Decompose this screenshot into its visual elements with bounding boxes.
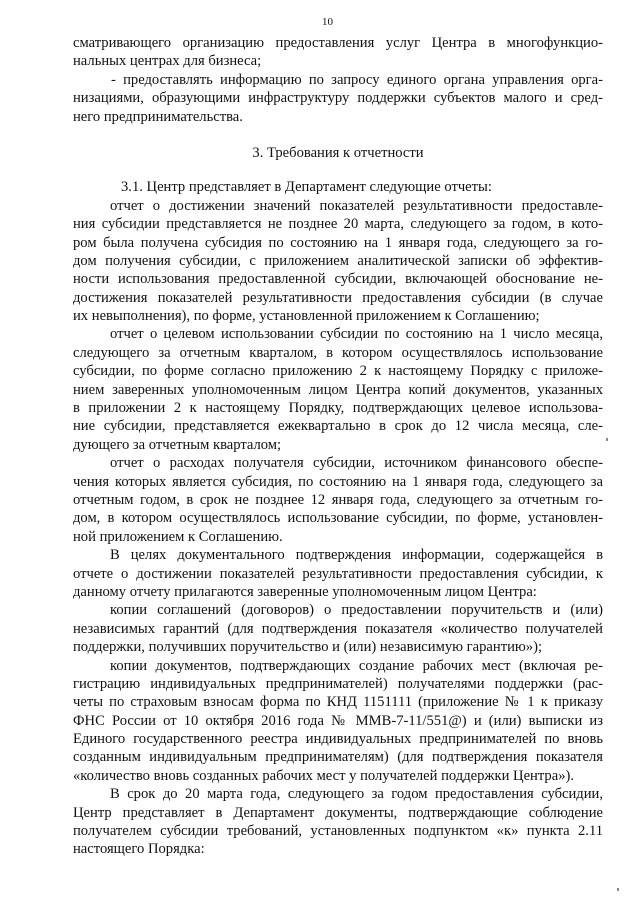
text-line: их невыполнения), по форме, установленной приложением к Соглашению; [73,308,540,325]
text-line: нием заверенных уполномоченным лицом Центра копий документов, указанных [73,381,603,398]
paragraph-service-centers [73,34,603,71]
text-line: данному отчету прилагаются заверенные уполномоченным лицом Центра: [73,583,537,600]
text-line: чения которых является субсидия, по состоянию на 1 января года, следующего за [73,473,603,490]
document-body [73,34,603,859]
paragraph-expense-report [73,454,603,546]
text-line: дом получения субсидии, с приложением аналитической записки об эффектив- [73,252,603,269]
text-line: ния субсидии представляется не позднее 20 марта, следующего за годом, в кото- [73,216,603,233]
text-line: настоящего Порядка: [73,841,205,858]
paragraph-documentary-confirmation [73,546,603,601]
text-line: Единого государственного реестра индивидуальных предпринимателей по вновь [73,731,603,748]
text-line: независимых гарантий (для подтверждения показателя «количество получателей [73,620,603,637]
paragraph-targeted-use-report [73,325,603,454]
text-line: субсидии, по форме согласно приложению 2 к настоящему Порядку с приложе- [73,363,603,380]
text-line: низациями, образующими инфраструктуру поддержки субъектов малого и сред- [73,90,603,107]
text-line: четы по страховым взносам форма по КНД 1151111 (приложение № 1 к приказу [73,694,603,711]
text-line: поддержки, получивших поручительство и (или) независимую гарантию»); [73,639,543,656]
text-line: получателем субсидии требований, установленных подпунктом «к» пункта 2.11 [73,823,603,840]
text-line: в приложении 2 к настоящему Порядку, подтверждающих целевое использова- [73,400,603,417]
text-line: ние субсидии, представляется ежеквартально в срок до 12 числа месяца, сле- [73,418,603,435]
scan-speck-bottom [617,888,619,891]
text-line: следующего за отчетным кварталом, в котором осуществлялось использование [73,344,603,361]
text-line: копии соглашений (договоров) о предоставлении поручительств и (или) [110,602,603,619]
text-line: созданным индивидуальным предпринимателям) (для подтверждения показателя [73,749,603,766]
text-line: «количество вновь созданных рабочих мест у получателей поддержки Центра»). [73,767,575,784]
text-line: ной приложением к Соглашению. [73,528,283,545]
text-line: ности использования предоставленной субсидии, включающей обоснование не- [73,271,603,288]
text-line: отчете о достижении показателей результативности предоставления субсидии, к [73,565,603,582]
text-line: отчет о достижении значений показателей результативности предоставле- [110,197,603,214]
text-line: - предоставлять информацию по запросу единого органа управления орга- [111,71,603,88]
text-line: копии документов, подтверждающих создание рабочих мест (включая ре- [110,657,603,674]
text-line: отчет о расходах получателя субсидии, источником финансового обеспе- [110,455,603,472]
paragraph-reports-intro [73,178,603,196]
text-line: сматривающего организацию предоставления услуг Центра в многофункцио- [73,35,603,51]
text-line: отчетным годом, в срок не позднее 12 января года, следующего за отчетным го- [73,491,603,508]
paragraph-information-request [73,71,603,126]
scan-speck-top [606,438,608,441]
text-line: ФНС России от 10 октября 2016 года № ММВ-7-11/551@) и (или) выписки из [73,712,603,729]
page-number: 10 [322,16,333,28]
text-line: Центр представляет в Департамент документы, подтверждающие соблюдение [73,804,603,821]
paragraph-jobs-documents [73,657,603,786]
text-line: 3.1. Центр представляет в Департамент следующие отчеты: [121,179,492,196]
text-line: ром была получена субсидия по состоянию на 1 января года, следующего за го- [73,234,603,251]
text-line: него предпринимательства. [73,108,243,125]
paragraph-performance-report [73,197,603,326]
text-line: В целях документального подтверждения информации, содержащейся в [110,547,603,564]
text-line: дом, в котором осуществлялось использование субсидии, по форме, установлен- [73,510,603,527]
section-heading: 3. Требования к отчетности [252,144,424,161]
text-line: нальных центрах для бизнеса; [73,53,262,70]
paragraph-agreement-copies [73,601,603,656]
text-line: В срок до 20 марта года, следующего за годом предоставления субсидии, [110,786,603,803]
paragraph-compliance-documents [73,785,603,859]
text-line: отчет о целевом использовании субсидии по состоянию на 1 число месяца, [110,326,603,343]
text-line: гистрацию индивидуальных предпринимателей) получателями поддержки (рас- [73,675,603,692]
text-line: дующего за отчетным кварталом; [73,436,282,453]
text-line: достижения показателей результативности предоставления субсидии (в случае [73,289,603,306]
